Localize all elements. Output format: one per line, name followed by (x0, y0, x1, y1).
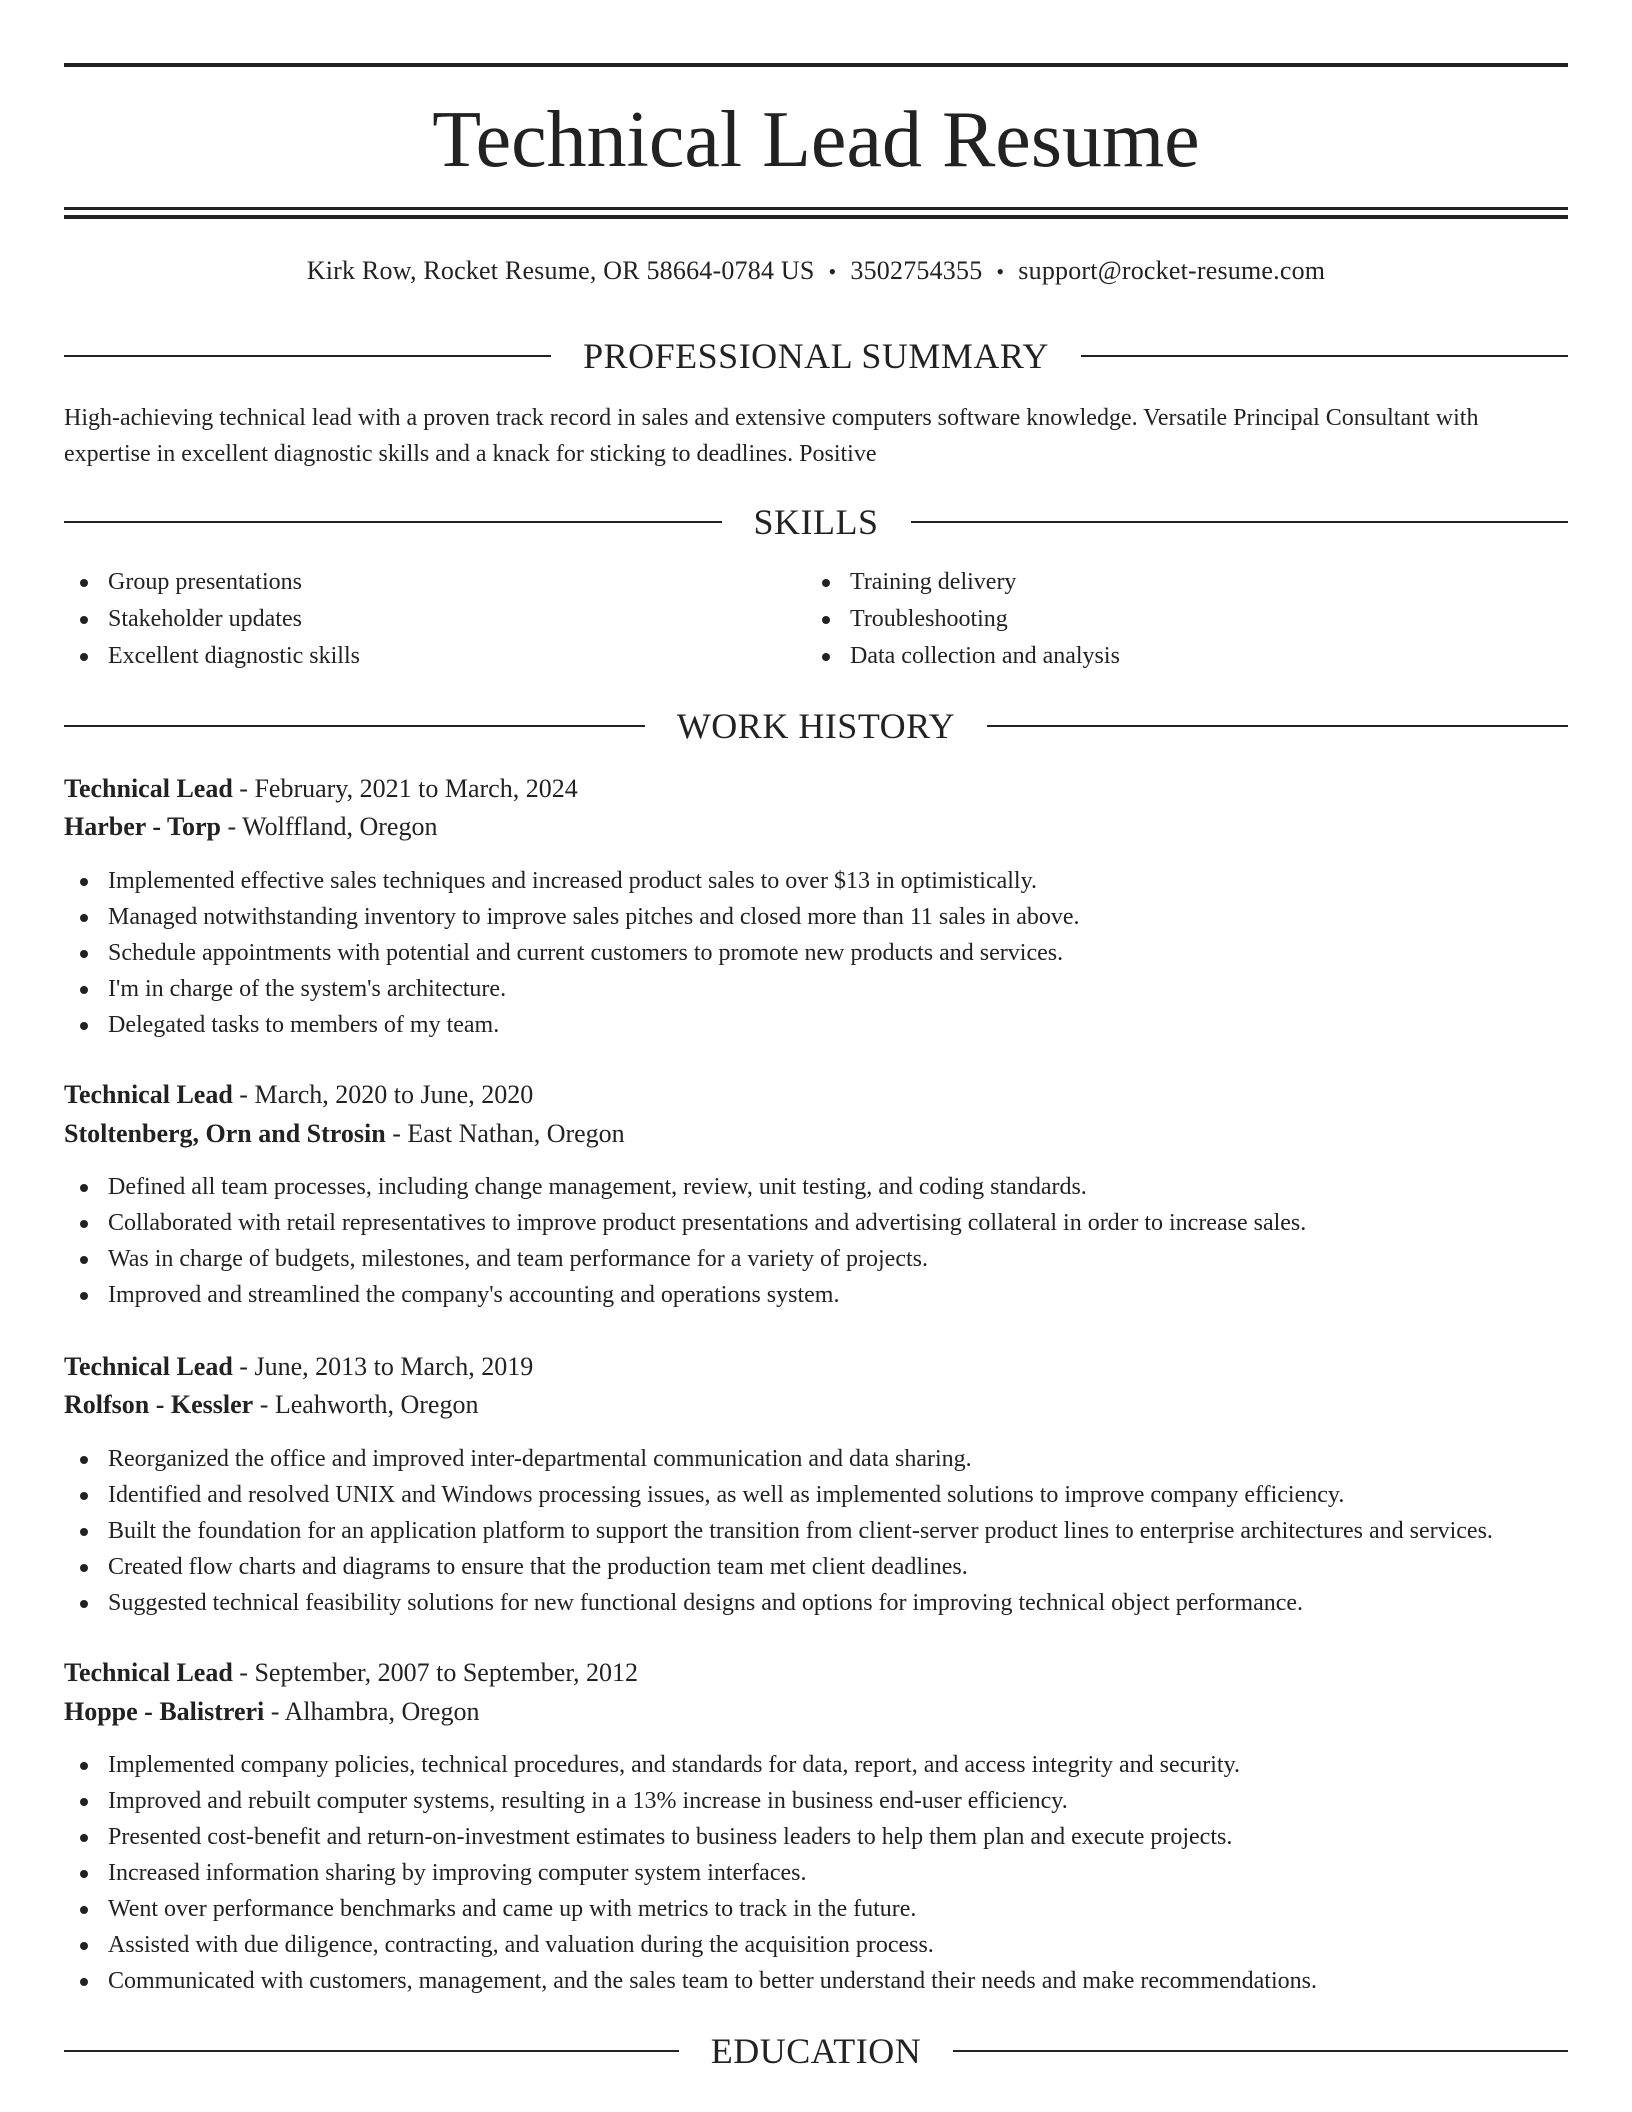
heading-rule (64, 521, 722, 523)
job-title: Technical Lead (64, 774, 233, 803)
job-company: Rolfson - Kessler (64, 1390, 254, 1419)
job-title-line (64, 1348, 1568, 1386)
job-dates: - September, 2007 to September, 2012 (232, 1658, 638, 1687)
heading-rule (1081, 355, 1568, 357)
section-heading-education (64, 2029, 1568, 2073)
job-title-line (64, 770, 1568, 808)
contact-separator: • (828, 259, 837, 284)
section-title: SKILLS (753, 502, 879, 542)
job-bullet: Suggested technical feasibility solutions for new functional designs and options for improving technical object performance. (64, 1585, 1568, 1621)
job-company: Harber - Torp (64, 812, 221, 841)
heading-rule (911, 521, 1569, 523)
job-bullet: Increased information sharing by improving computer system interfaces. (64, 1855, 1568, 1891)
resume-title: Technical Lead Resume (432, 96, 1200, 184)
section-title: WORK HISTORY (676, 706, 956, 746)
job-bullet: Communicated with customers, management, and the sales team to better understand their needs and make recommendations. (64, 1963, 1568, 1999)
job-bullets (64, 1747, 1568, 1999)
job-bullet: Improved and rebuilt computer systems, resulting in a 13% increase in business end-user efficiency. (64, 1783, 1568, 1819)
section-title: EDUCATION (710, 2031, 922, 2071)
job-company-line (64, 1693, 1568, 1731)
job-location: - Alhambra, Oregon (264, 1697, 480, 1726)
job-dates: - February, 2021 to March, 2024 (232, 774, 578, 803)
heading-rule (987, 725, 1568, 727)
section-heading-work (64, 704, 1568, 748)
job-bullet: Collaborated with retail representatives to improve product presentations and advertising collateral in order to increase sales. (64, 1205, 1568, 1241)
job-bullet: Schedule appointments with potential and current customers to promote new products and services. (64, 935, 1568, 971)
skill-item: Troubleshooting (806, 601, 1120, 638)
job-bullet: I'm in charge of the system's architecture. (64, 971, 1568, 1007)
job-title: Technical Lead (64, 1352, 233, 1381)
job-bullet: Managed notwithstanding inventory to improve sales pitches and closed more than 11 sales in above. (64, 899, 1568, 935)
job-bullet: Improved and streamlined the company's accounting and operations system. (64, 1277, 1568, 1313)
job-bullets (64, 863, 1568, 1043)
contact-line (64, 253, 1568, 290)
job-location: - Wolffland, Oregon (220, 812, 438, 841)
job-bullet: Presented cost-benefit and return-on-investment estimates to business leaders to help them plan and execute projects. (64, 1819, 1568, 1855)
job-bullet: Reorganized the office and improved inter-departmental communication and data sharing. (64, 1441, 1568, 1477)
heading-rule (64, 2050, 679, 2052)
heading-rule (64, 725, 645, 727)
skills-list-left (64, 564, 360, 675)
heading-rule (64, 355, 551, 357)
job-company: Hoppe - Balistreri (64, 1697, 265, 1726)
job-title-line (64, 1076, 1568, 1114)
job-dates: - June, 2013 to March, 2019 (232, 1352, 534, 1381)
skill-item: Stakeholder updates (64, 601, 360, 638)
job-bullet: Went over performance benchmarks and came up with metrics to track in the future. (64, 1891, 1568, 1927)
skill-item: Data collection and analysis (806, 638, 1120, 675)
job-company-line (64, 808, 1568, 846)
skill-item: Training delivery (806, 564, 1120, 601)
title-rule-upper (64, 207, 1568, 210)
job-bullets (64, 1169, 1568, 1313)
heading-rule (953, 2050, 1568, 2052)
contact-phone: 3502754355 (850, 256, 983, 285)
job-location: - Leahworth, Oregon (253, 1390, 479, 1419)
job-bullet: Implemented effective sales techniques and increased product sales to over $13 in optimistically. (64, 863, 1568, 899)
job-bullet: Built the foundation for an application platform to support the transition from client-server product lines to enterprise architectures and services. (64, 1513, 1568, 1549)
skill-item: Group presentations (64, 564, 360, 601)
top-rule (64, 63, 1568, 67)
job-bullet: Identified and resolved UNIX and Windows processing issues, as well as implemented solutions to improve company efficiency. (64, 1477, 1568, 1513)
job-bullet: Created flow charts and diagrams to ensure that the production team met client deadlines. (64, 1549, 1568, 1585)
job-title: Technical Lead (64, 1658, 233, 1687)
job-location: - East Nathan, Oregon (385, 1119, 625, 1148)
job-bullet: Defined all team processes, including change management, review, unit testing, and coding standards. (64, 1169, 1568, 1205)
skills-list-right (806, 564, 1120, 675)
title-rule-lower (64, 215, 1568, 219)
summary-text: High-achieving technical lead with a proven track record in sales and extensive computers software knowledge. Versatile Principal Consultant with expertise in excellent diagnostic skills and a knack for sticking to deadlines. Positive (64, 405, 1479, 467)
job-dates: - March, 2020 to June, 2020 (232, 1080, 534, 1109)
section-heading-summary (64, 334, 1568, 378)
job-company-line (64, 1386, 1568, 1424)
skill-item: Excellent diagnostic skills (64, 638, 360, 675)
job-bullet: Implemented company policies, technical procedures, and standards for data, report, and access integrity and security. (64, 1747, 1568, 1783)
contact-separator: • (996, 259, 1005, 284)
job-company-line (64, 1115, 1568, 1153)
job-title-line (64, 1654, 1568, 1692)
section-heading-skills (64, 500, 1568, 544)
job-bullet: Assisted with due diligence, contracting, and valuation during the acquisition process. (64, 1927, 1568, 1963)
job-bullet: Was in charge of budgets, milestones, and team performance for a variety of projects. (64, 1241, 1568, 1277)
job-company: Stoltenberg, Orn and Strosin (64, 1119, 386, 1148)
job-title: Technical Lead (64, 1080, 233, 1109)
section-title: PROFESSIONAL SUMMARY (583, 336, 1049, 376)
contact-address: Kirk Row, Rocket Resume, OR 58664-0784 US (306, 256, 815, 285)
contact-email[interactable]: support@rocket-resume.com (1018, 256, 1326, 285)
job-bullets (64, 1441, 1568, 1621)
job-bullet: Delegated tasks to members of my team. (64, 1007, 1568, 1043)
